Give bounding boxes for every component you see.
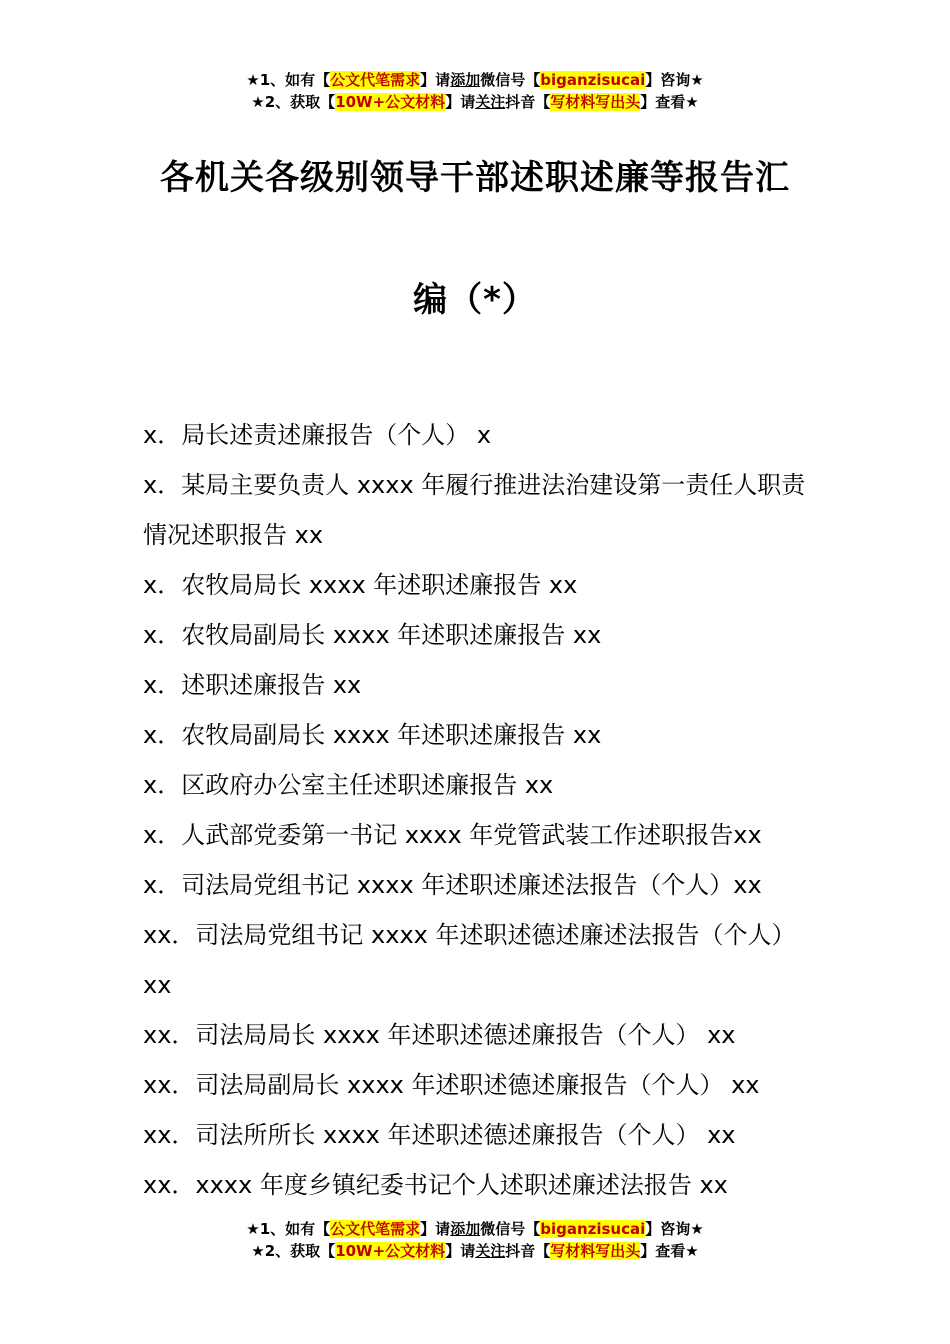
banner-highlight: 公文代笔需求	[330, 1220, 421, 1238]
toc-item: x．司法局党组书记 xxxx 年述职述廉述法报告（个人）xx	[143, 871, 762, 899]
banner-underline: 添加	[450, 1220, 481, 1238]
banner-text: ★1、如有【	[246, 1220, 331, 1238]
page-title-line-2: 编（*）	[413, 280, 537, 320]
banner-text: 】请	[445, 1242, 476, 1260]
banner-highlight: 10W+公文材料	[335, 93, 446, 111]
banner-text: 微信号【	[480, 1220, 541, 1238]
banner-text: ★2、获取【	[251, 93, 336, 111]
banner-text: 抖音【	[505, 1242, 551, 1260]
banner-line-2	[0, 91, 950, 113]
banner-text: 】咨询★	[645, 1220, 704, 1238]
banner-text: 】咨询★	[645, 71, 704, 89]
banner-highlight: 写材料写出头	[550, 93, 641, 111]
banner-text: 】请	[420, 1220, 451, 1238]
banner-line-2	[0, 1240, 950, 1262]
page-title-line-1: 各机关各级别领导干部述职述廉等报告汇	[160, 158, 790, 198]
banner-highlight: 10W+公文材料	[335, 1242, 446, 1260]
header-banner	[0, 69, 950, 113]
banner-highlight: biganzisucai	[540, 1220, 646, 1238]
toc-item: xx．司法局局长 xxxx 年述职述德述廉报告（个人） xx	[143, 1021, 736, 1049]
footer-banner	[0, 1218, 950, 1262]
toc-item: x．农牧局副局长 xxxx 年述职述廉报告 xx	[143, 721, 602, 749]
toc-item: xx．司法所所长 xxxx 年述职述德述廉报告（个人） xx	[143, 1121, 736, 1149]
banner-text: ★2、获取【	[251, 1242, 336, 1260]
toc-item: xx．司法局副局长 xxxx 年述职述德述廉报告（个人） xx	[143, 1071, 760, 1099]
banner-text: 微信号【	[480, 71, 541, 89]
banner-text: ★1、如有【	[246, 71, 331, 89]
banner-underline: 关注	[475, 93, 506, 111]
banner-underline: 关注	[475, 1242, 506, 1260]
banner-text: 】查看★	[640, 1242, 699, 1260]
toc-item: xx．xxxx 年度乡镇纪委书记个人述职述廉述法报告 xx	[143, 1171, 728, 1199]
toc-item: x．农牧局副局长 xxxx 年述职述廉报告 xx	[143, 621, 602, 649]
table-of-contents	[143, 410, 813, 1210]
banner-text: 】请	[420, 71, 451, 89]
banner-highlight: biganzisucai	[540, 71, 646, 89]
banner-line-1	[0, 1218, 950, 1240]
banner-underline: 添加	[450, 71, 481, 89]
banner-highlight: 写材料写出头	[550, 1242, 641, 1260]
toc-item: x．局长述责述廉报告（个人） x	[143, 421, 492, 449]
toc-item: x．述职述廉报告 xx	[143, 671, 362, 699]
banner-line-1	[0, 69, 950, 91]
toc-item: x．区政府办公室主任述职述廉报告 xx	[143, 771, 554, 799]
toc-item: x．农牧局局长 xxxx 年述职述廉报告 xx	[143, 571, 578, 599]
toc-item: x．某局主要负责人 xxxx 年履行推进法治建设第一责任人职责情况述职报告 xx	[143, 471, 806, 549]
toc-item: xx．司法局党组书记 xxxx 年述职述德述廉述法报告（个人） xx	[143, 921, 796, 999]
banner-highlight: 公文代笔需求	[330, 71, 421, 89]
banner-text: 】请	[445, 93, 476, 111]
toc-item: x．人武部党委第一书记 xxxx 年党管武装工作述职报告xx	[143, 821, 762, 849]
banner-text: 抖音【	[505, 93, 551, 111]
banner-text: 】查看★	[640, 93, 699, 111]
